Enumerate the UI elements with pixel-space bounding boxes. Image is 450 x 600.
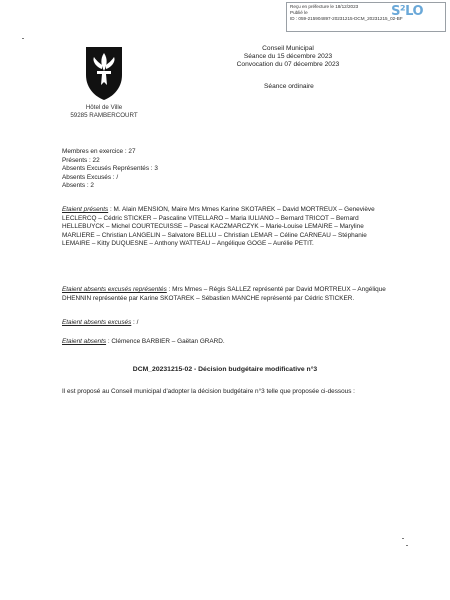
convocation-date: Convocation du 07 décembre 2023 (236, 61, 340, 68)
town-hall-address (52, 104, 156, 120)
present-count: Présents : 22 (62, 156, 100, 164)
scan-mark (22, 38, 24, 39)
represented-paragraph (62, 286, 392, 303)
absent-paragraph (62, 338, 392, 347)
excused-label: Etaient absents excusés (62, 319, 132, 326)
council-label: Conseil Municipal (262, 45, 314, 52)
represented-label: Etaient absents excusés représentés (62, 286, 167, 293)
attendance-counts (62, 148, 392, 191)
scan-mark (406, 545, 408, 546)
stamp-id: ID : 059-215904897-20231215-DCM_20231215_02-BF (290, 16, 403, 21)
s2lo-logo: S²LO (391, 4, 423, 19)
represented-count: Absents Excusés Représentés : 3 (62, 165, 158, 173)
present-paragraph (62, 206, 392, 249)
absent-count: Absents : 2 (62, 182, 94, 190)
session-header (228, 45, 348, 69)
town-hall-name: Hôtel de Ville (85, 104, 123, 111)
excused-names: : / (131, 319, 139, 326)
excused-paragraph (62, 319, 392, 328)
excused-count: Absents Excusés : / (62, 173, 119, 181)
session-type: Séance ordinaire (264, 83, 314, 90)
decision-title: DCM_20231215-02 - Décision budgétaire modificative n°3 (132, 366, 318, 373)
absent-names: : Clémence BARBIER – Gaëtan GRARD. (106, 338, 225, 345)
proposal-paragraph: Il est proposé au Conseil municipal d'adopter la décision budgétaire n°3 telle que proposée ci-dessous : (62, 388, 355, 395)
present-label: Etaient présents (62, 206, 109, 213)
absent-label: Etaient absents (62, 338, 107, 345)
represented-names: : Mrs Mmes – Régis SALLEZ représenté par David MORTREUX – Angélique DHENNIN représentée par Karine SKOTAREK – Sébastien MANCHE représenté par Cédric STICKER. (62, 286, 386, 302)
coat-of-arms-icon (84, 45, 124, 101)
prefecture-stamp (286, 2, 446, 32)
town-hall-postal: 59285 RAMBERCOURT (70, 112, 138, 119)
scan-mark (402, 538, 404, 539)
session-date: Séance du 15 décembre 2023 (243, 53, 333, 60)
stamp-published: Publié le (290, 10, 308, 15)
members-count: Membres en exercice : 27 (62, 148, 136, 155)
stamp-received: Reçu en préfecture le 18/12/2023 (290, 4, 359, 9)
present-names: : M. Alain MENSION, Maire Mrs Mmes Karine SKOTAREK – David MORTREUX – Geneviève LECLERCQ – Cédric STICKER – Pascaline VITELLARO – Maria IULIANO – Bernard TRICOT – Bernard HELLEBUYCK – Michel COURTECUISSE – Pascal KACZMARCZYK – Marie-Louise LEMAIRE – Maryline MARLIERE – Christian LANGELIN – Salvatore BELLU – Christian LEMAR – Céline CARNEAU – Stéphanie LEMAIRE – Kitty DUQUESNE – Anthony WATTEAU – Angélique GOGE – Aurélie PETIT. (62, 206, 375, 248)
